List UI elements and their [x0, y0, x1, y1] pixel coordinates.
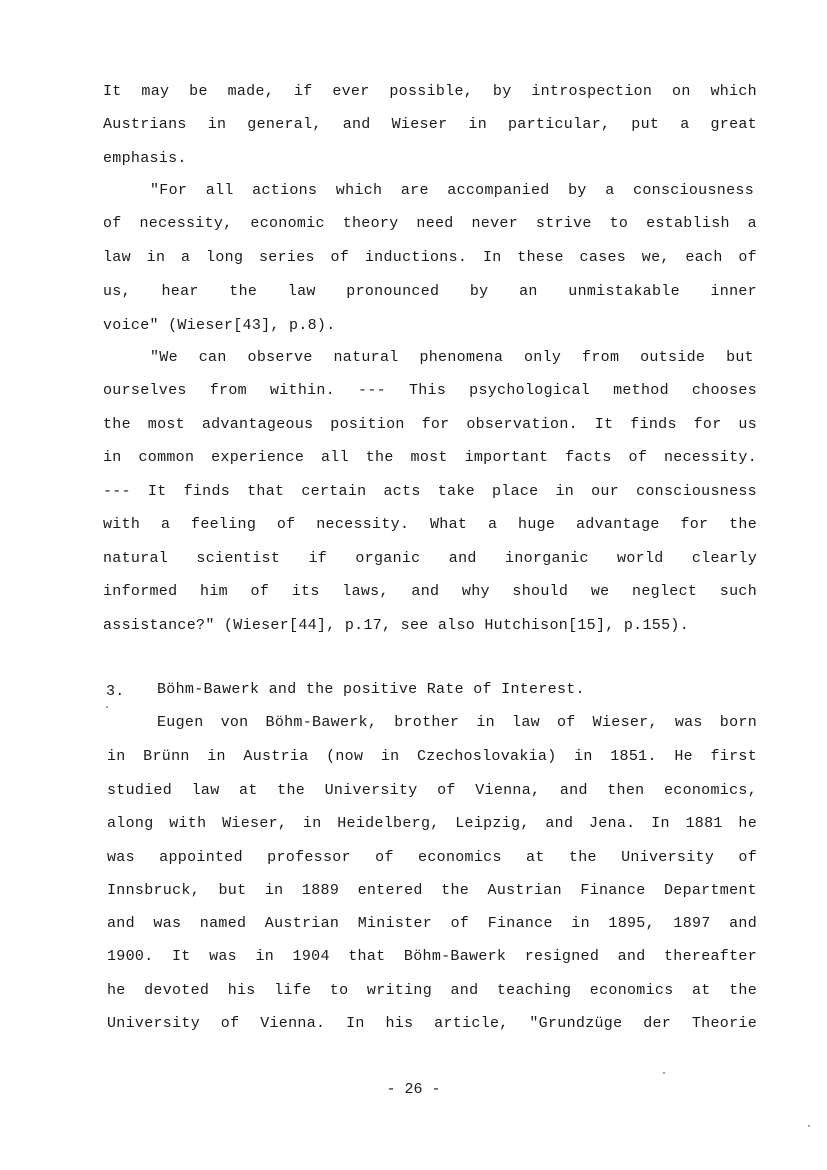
paragraph-3-line-7: natural scientist if organic and inorganic world clearly [103, 550, 757, 567]
paragraph-2-line-1: "For all actions which are accompanied by a consciousness [150, 182, 754, 199]
paragraph-1-line-3: emphasis. [103, 150, 187, 167]
scan-speck [106, 706, 108, 708]
section-paragraph-line-2: in Brünn in Austria (now in Czechoslovakia) in 1851. He first [107, 748, 757, 765]
section-heading: Böhm-Bawerk and the positive Rate of Interest. [157, 681, 585, 698]
section-paragraph-line-7: and was named Austrian Minister of Finance in 1895, 1897 and [107, 915, 757, 932]
paragraph-3-line-6: with a feeling of necessity. What a huge advantage for the [103, 516, 757, 533]
paragraph-3-line-4: in common experience all the most important facts of necessity. [103, 449, 757, 466]
paragraph-2-line-4: us, hear the law pronounced by an unmistakable inner [103, 283, 757, 300]
section-paragraph-line-3: studied law at the University of Vienna, and then economics, [107, 782, 757, 799]
paragraph-3-line-1: "We can observe natural phenomena only from outside but [150, 349, 754, 366]
paragraph-1-line-1: It may be made, if ever possible, by introspection on which [103, 83, 757, 100]
paragraph-3-line-2: ourselves from within. --- This psychological method chooses [103, 382, 757, 399]
section-paragraph-line-4: along with Wieser, in Heidelberg, Leipzig, and Jena. In 1881 he [107, 815, 757, 832]
paragraph-3-line-3: the most advantageous position for observation. It finds for us [103, 416, 757, 433]
section-paragraph-line-6: Innsbruck, but in 1889 entered the Austrian Finance Department [107, 882, 757, 899]
section-number: 3. [106, 683, 125, 700]
page-number: - 26 - [386, 1081, 441, 1098]
paragraph-2-line-2: of necessity, economic theory need never strive to establish a [103, 215, 757, 232]
section-paragraph-line-8: 1900. It was in 1904 that Böhm-Bawerk resigned and thereafter [107, 948, 757, 965]
paragraph-3-line-9: assistance?" (Wieser[44], p.17, see also Hutchison[15], p.155). [103, 617, 689, 634]
paragraph-2-line-3: law in a long series of inductions. In these cases we, each of [103, 249, 757, 266]
scan-speck [808, 1125, 810, 1127]
paragraph-2-line-5: voice" (Wieser[43], p.8). [103, 317, 336, 334]
paragraph-3-line-8: informed him of its laws, and why should we neglect such [103, 583, 757, 600]
section-paragraph-line-10: University of Vienna. In his article, "Grundzüge der Theorie [107, 1015, 757, 1032]
section-paragraph-line-5: was appointed professor of economics at the University of [107, 849, 757, 866]
paragraph-3-line-5: --- It finds that certain acts take place in our consciousness [103, 483, 757, 500]
paragraph-1-line-2: Austrians in general, and Wieser in particular, put a great [103, 116, 757, 133]
scan-speck [663, 1072, 665, 1074]
section-paragraph-line-1: Eugen von Böhm-Bawerk, brother in law of Wieser, was born [157, 714, 757, 731]
section-paragraph-line-9: he devoted his life to writing and teaching economics at the [107, 982, 757, 999]
